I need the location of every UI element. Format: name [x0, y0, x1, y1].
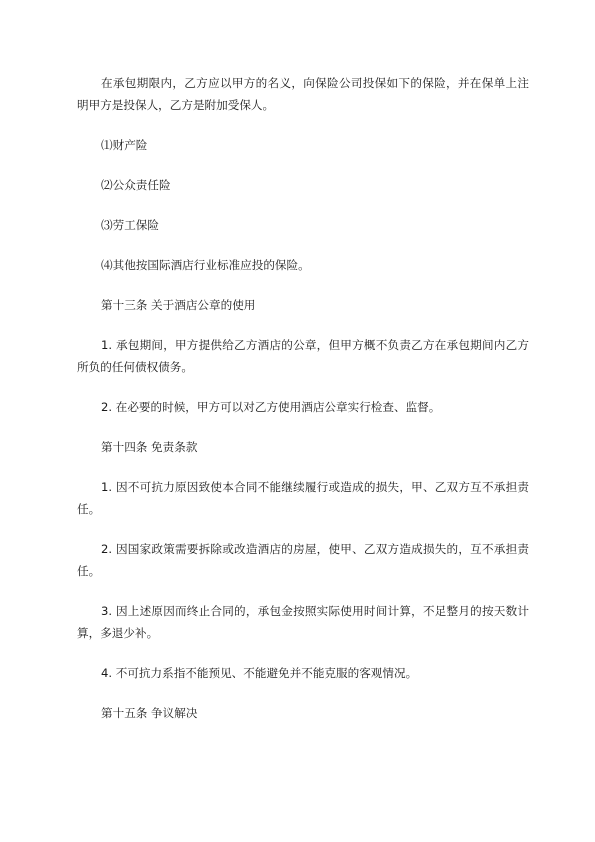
article-13-clause-1: 1. 承包期间，甲方提供给乙方酒店的公章，但甲方概不负责乙方在承包期间内乙方所负的任何债权债务。 [77, 338, 529, 374]
list-item-labor-insurance: ⑶劳工保险 [101, 218, 159, 232]
list-item-property-insurance: ⑴财产险 [101, 138, 148, 152]
list-item-public-liability-insurance: ⑵公众责任险 [101, 178, 171, 192]
list-item-other-insurance: ⑷其他按国际酒店行业标准应投的保险。 [101, 258, 310, 272]
article-14-clause-1: 1. 因不可抗力原因致使本合同不能继续履行或造成的损失，甲、乙双方互不承担责任。 [77, 480, 529, 516]
article-15-heading: 第十五条 争议解决 [101, 706, 198, 720]
article-13-heading: 第十三条 关于酒店公章的使用 [101, 298, 256, 312]
article-14-heading: 第十四条 免责条款 [101, 440, 198, 454]
document-body [77, 72, 529, 724]
article-14-clause-2: 2. 因国家政策需要拆除或改造酒店的房屋，使甲、乙双方造成损失的，互不承担责任。 [77, 542, 529, 578]
article-13-clause-2: 2. 在必要的时候，甲方可以对乙方使用酒店公章实行检查、监督。 [101, 400, 441, 414]
paragraph-insurance-intro: 在承包期限内，乙方应以甲方的名义，向保险公司投保如下的保险，并在保单上注明甲方是投保人，乙方是附加受保人。 [77, 76, 529, 112]
article-14-clause-4: 4. 不可抗力系指不能预见、不能避免并不能克服的客观情况。 [101, 666, 418, 680]
article-14-clause-3: 3. 因上述原因而终止合同的，承包金按照实际使用时间计算，不足整月的按天数计算，多退少补。 [77, 604, 529, 640]
